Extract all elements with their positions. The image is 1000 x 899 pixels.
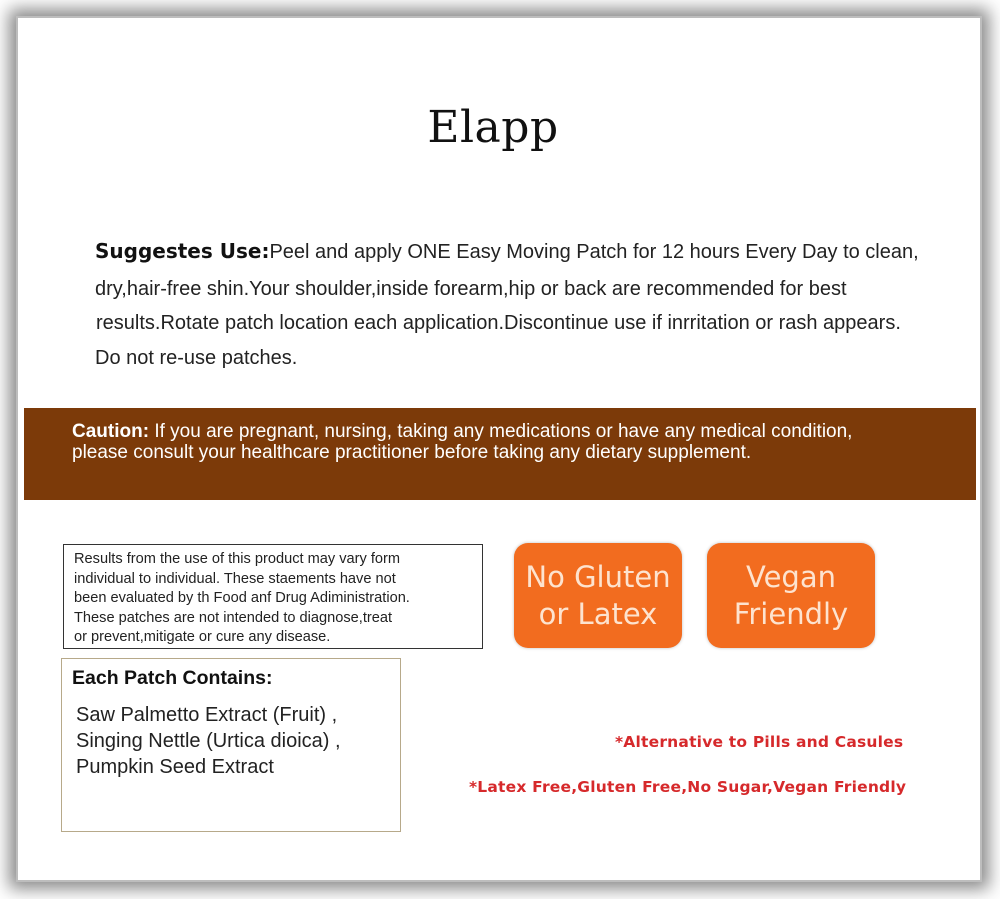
caution-line-2: please consult your healthcare practitioner before taking any dietary supplement. xyxy=(72,442,752,463)
badge-line: Friendly xyxy=(733,596,849,631)
suggested-use-section xyxy=(95,233,975,382)
vegan-friendly-badge xyxy=(707,543,875,648)
caution-notice xyxy=(72,421,972,463)
disclaimer-line-2: individual to individual. These staements have not xyxy=(74,570,396,587)
ingredient-item: Saw Palmetto Extract (Fruit) , xyxy=(76,704,338,726)
usage-line-3: results.Rotate patch location each application.Discontinue use if inrritation or rash appears. xyxy=(96,312,901,334)
no-gluten-badge xyxy=(514,543,682,648)
brand-title: Elapp xyxy=(427,102,559,153)
usage-line-1: Peel and apply ONE Easy Moving Patch for 12 hours Every Day to clean, xyxy=(269,241,919,263)
free-from-note: *Latex Free,Gluten Free,No Sugar,Vegan Friendly xyxy=(469,778,907,796)
badge-line: Vegan xyxy=(746,559,836,594)
usage-line-2: dry,hair-free shin.Your shoulder,inside forearm,hip or back are recommended for best xyxy=(95,278,847,300)
disclaimer-line-1: Results from the use of this product may vary form xyxy=(74,551,401,567)
caution-line-1: If you are pregnant, nursing, taking any medications or have any medical condition, xyxy=(149,421,853,442)
ingredients-title: Each Patch Contains: xyxy=(72,667,273,689)
ingredient-item: Singing Nettle (Urtica dioica) , xyxy=(76,730,341,752)
disclaimer-line-5: or prevent,mitigate or cure any disease. xyxy=(74,629,331,645)
disclaimer-box xyxy=(63,544,483,649)
badge-line: No Gluten xyxy=(525,559,671,594)
ingredients-list xyxy=(76,702,341,780)
disclaimer-line-4: These patches are not intended to diagnose,treat xyxy=(74,609,393,626)
suggested-use-label: Suggestes Use: xyxy=(95,239,270,263)
usage-line-4: Do not re-use patches. xyxy=(95,347,298,369)
ingredient-item: Pumpkin Seed Extract xyxy=(76,756,274,778)
caution-label: Caution: xyxy=(72,421,150,442)
disclaimer-line-3: been evaluated by th Food anf Drug Adiministration. xyxy=(74,590,410,606)
badge-line: or Latex xyxy=(538,596,658,631)
alternative-note: *Alternative to Pills and Casules xyxy=(615,733,904,751)
